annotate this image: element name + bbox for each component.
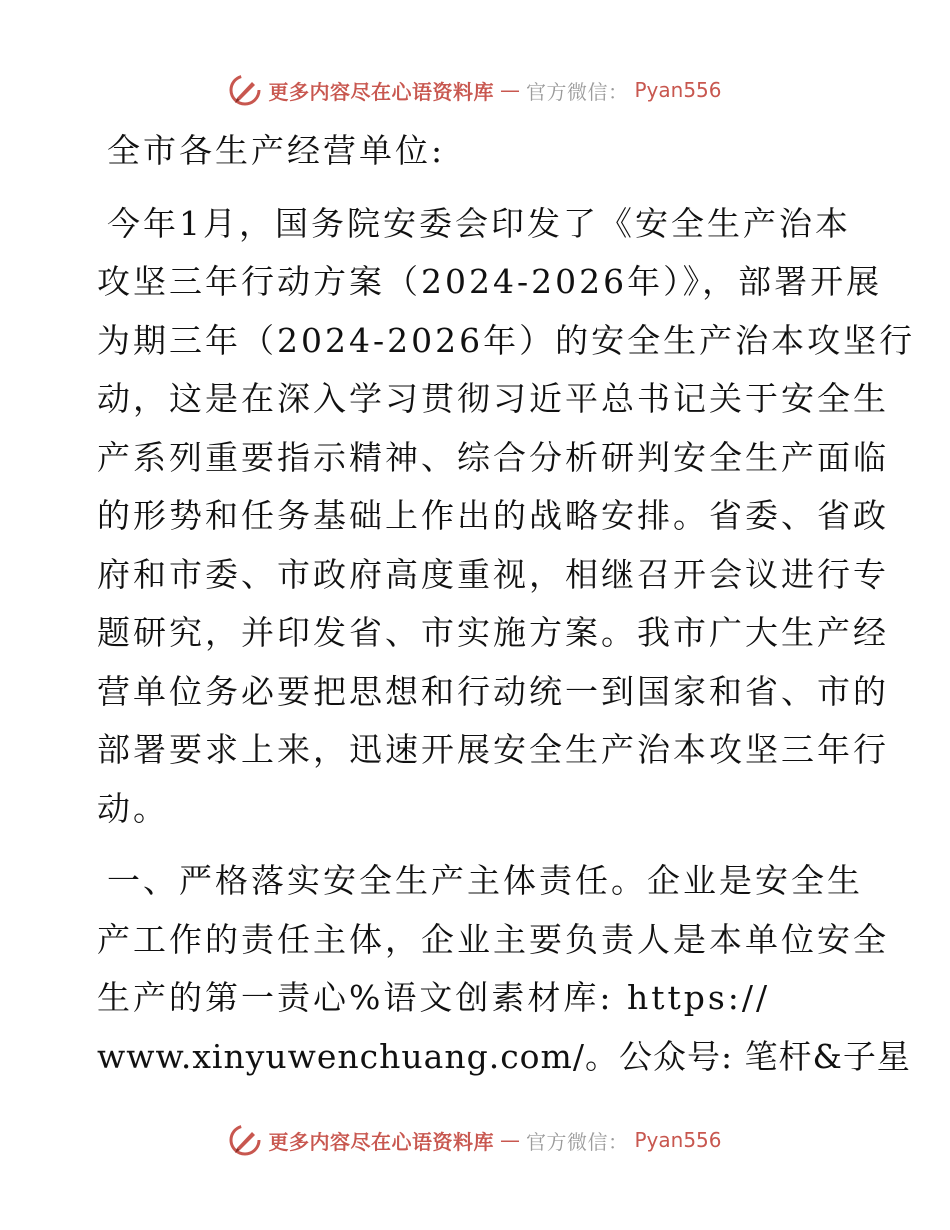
footer-banner (0, 1120, 950, 1160)
header-banner (0, 70, 950, 110)
banner-dash: — (499, 1128, 520, 1152)
paragraph-line: 今年1月，国务院安委会印发了《安全生产治本 (107, 203, 851, 243)
paragraph-line: 营单位务必要把思想和行动统一到国家和省、市的 (97, 671, 889, 711)
paragraph-intro (97, 195, 916, 839)
paragraph-line: 动，这是在深入学习贯彻习近平总书记关于安全生 (97, 379, 889, 418)
paragraph-line: 产工作的责任主体，企业主要负责人是本单位安全 (97, 919, 889, 959)
banner-account-label: 官方微信： (525, 1129, 629, 1154)
pen-swirl-logo-icon (228, 73, 262, 107)
paragraph-line: 攻坚三年行动方案（2024-2026年）》，部署开展 (97, 262, 883, 301)
paragraph-line: www.xinyuwenchuang.com/。公众号: 笔杆&子星 (97, 1036, 911, 1076)
paragraph-line: 为期三年（2024-2026年）的安全生产治本攻坚行 (97, 320, 916, 360)
banner-account-label: 官方微信： (525, 79, 629, 104)
paragraph-line: 生产的第一责心%语文创素材库: https:// (97, 978, 771, 1017)
banner-dash: — (499, 78, 520, 102)
pen-swirl-logo-icon (228, 1123, 262, 1157)
paragraph-section-1 (97, 852, 911, 1086)
paragraph-line: 题研究，并印发省、市实施方案。我市广大生产经 (97, 613, 889, 652)
paragraph-line: 一、严格落实安全生产主体责任。企业是安全生 (107, 861, 863, 900)
banner-title: 更多内容尽在心语资料库 (268, 79, 494, 104)
paragraph-line: 产系列重要指示精神、综合分析研判安全生产面临 (97, 437, 889, 477)
paragraph-line: 部署要求上来，迅速开展安全生产治本攻坚三年行 (97, 730, 889, 769)
paragraph-line: 府和市委、市政府高度重视，相继召开会议进行专 (97, 554, 889, 594)
document-body (97, 122, 916, 1086)
salutation: 全市各生产经营单位: (107, 131, 446, 170)
paragraph-line: 的形势和任务基础上作出的战略安排。省委、省政 (97, 496, 889, 535)
banner-title: 更多内容尽在心语资料库 (268, 1129, 494, 1154)
paragraph-line: 动。 (97, 788, 169, 828)
banner-account-handle: Pyan556 (634, 78, 722, 102)
banner-account-handle: Pyan556 (634, 1128, 722, 1152)
